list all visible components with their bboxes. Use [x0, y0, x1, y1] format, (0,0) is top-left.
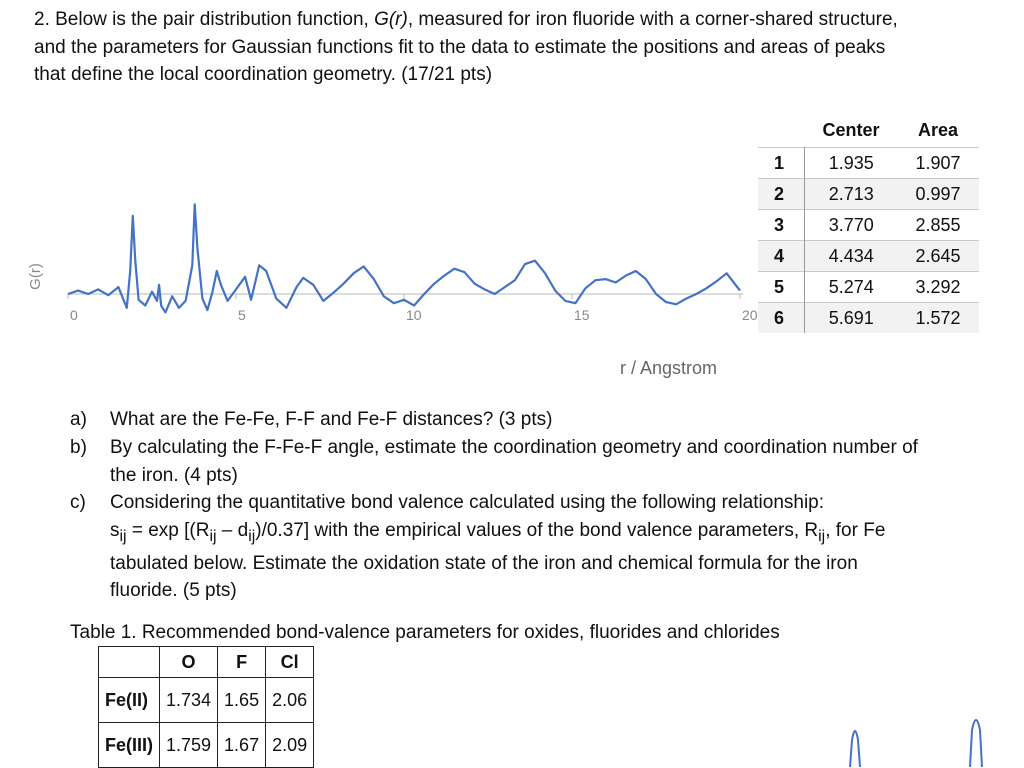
fit-area: 1.572: [898, 303, 979, 334]
part-c-label: c): [70, 492, 86, 513]
x-tick-label: 20: [742, 307, 758, 323]
part-a-text: What are the Fe-Fe, F-F and Fe-F distances? (3 pts): [110, 409, 553, 430]
part-a-label: a): [70, 409, 87, 430]
part-c-line3: tabulated below. Estimate the oxidation state of the iron and chemical formula for the iron: [110, 552, 858, 574]
formula-sub: ij: [818, 527, 826, 545]
part-b-line2: the iron. (4 pts): [110, 464, 238, 486]
formula-sub: ij: [209, 527, 217, 545]
formula-mid: = exp [(R: [126, 519, 210, 541]
bv-row: [99, 723, 314, 768]
bond-valence-table: [98, 646, 314, 768]
part-a: [70, 406, 552, 434]
part-b-label: b): [70, 437, 87, 458]
fit-row: [758, 148, 979, 179]
fit-header-area: Area: [918, 120, 959, 140]
fit-index: 1: [758, 148, 805, 179]
bv-cell: 1.734: [160, 678, 218, 723]
fit-row: [758, 179, 979, 210]
fit-row: [758, 303, 979, 334]
formula-mid2: – d: [216, 519, 249, 541]
part-b: [70, 434, 918, 489]
fit-center: 5.691: [805, 303, 898, 334]
bv-row: [99, 678, 314, 723]
next-figure-fragment: [830, 700, 1024, 767]
fit-row: [758, 272, 979, 303]
fit-index: 3: [758, 210, 805, 241]
x-tick-label: 5: [238, 307, 246, 323]
fit-row: [758, 210, 979, 241]
formula-end: )/0.37] with the empirical values of the bond valence parameters, R: [255, 519, 819, 541]
fit-center: 5.274: [805, 272, 898, 303]
bv-cell: 2.09: [266, 723, 314, 768]
fit-area: 2.645: [898, 241, 979, 272]
fit-index: 6: [758, 303, 805, 334]
formula-s: s: [110, 519, 120, 541]
fragment-peak: [850, 731, 860, 767]
bv-header-blank: [99, 647, 160, 678]
bv-header-f: F: [218, 647, 266, 678]
fit-header-center: Center: [822, 120, 880, 140]
question-line1-post: , measured for iron fluoride with a corner-shared structure,: [407, 9, 898, 30]
bv-cell: 1.65: [218, 678, 266, 723]
g-of-r-symbol: G(r): [374, 9, 408, 30]
question-line-1: [34, 6, 1019, 34]
part-c-line1: Considering the quantitative bond valence calculated using the following relationship:: [110, 492, 825, 513]
fit-index: 4: [758, 241, 805, 272]
fit-area: 1.907: [898, 148, 979, 179]
fit-center: 1.935: [805, 148, 898, 179]
bv-header-o: O: [160, 647, 218, 678]
formula-sub: ij: [119, 527, 127, 545]
fit-center: 4.434: [805, 241, 898, 272]
fit-row: [758, 241, 979, 272]
fit-area: 3.292: [898, 272, 979, 303]
bv-cell: 1.759: [160, 723, 218, 768]
x-axis-label: r / Angstrom: [620, 358, 718, 378]
bv-cell: 2.06: [266, 678, 314, 723]
question-text: [34, 6, 1019, 89]
fit-header-blank: [758, 114, 805, 148]
table1-caption: Table 1. Recommended bond-valence parameters for oxides, fluorides and chlorides: [70, 622, 780, 643]
x-tick-label: 10: [406, 307, 422, 323]
gaussian-fit-table: [758, 114, 979, 333]
y-axis-label: G(r): [26, 263, 44, 290]
formula-sub: ij: [248, 527, 256, 545]
pdf-chart: [28, 98, 768, 398]
question-line1-pre: 2. Below is the pair distribution function,: [34, 9, 375, 30]
formula-tail: , for Fe: [825, 519, 886, 541]
fit-area: 2.855: [898, 210, 979, 241]
bv-row-label: Fe(II): [99, 678, 160, 723]
part-c: [70, 489, 885, 605]
part-c-formula: [70, 517, 885, 550]
fit-index: 2: [758, 179, 805, 210]
bv-cell: 1.67: [218, 723, 266, 768]
bv-row-label: Fe(III): [99, 723, 160, 768]
fit-center: 3.770: [805, 210, 898, 241]
fit-area: 0.997: [898, 179, 979, 210]
x-tick-label: 0: [70, 307, 78, 323]
fit-index: 5: [758, 272, 805, 303]
fragment-peak: [970, 720, 982, 767]
part-b-line1: By calculating the F-Fe-F angle, estimate the coordination geometry and coordination number of: [110, 437, 918, 458]
part-c-line4: fluoride. (5 pts): [110, 580, 237, 602]
question-line-2: and the parameters for Gaussian functions fit to the data to estimate the positions and areas of peaks: [34, 36, 886, 58]
x-tick-label: 15: [574, 307, 590, 323]
question-line-3: that define the local coordination geometry. (17/21 pts): [34, 64, 493, 85]
bv-header-cl: Cl: [266, 647, 314, 678]
fit-center: 2.713: [805, 179, 898, 210]
